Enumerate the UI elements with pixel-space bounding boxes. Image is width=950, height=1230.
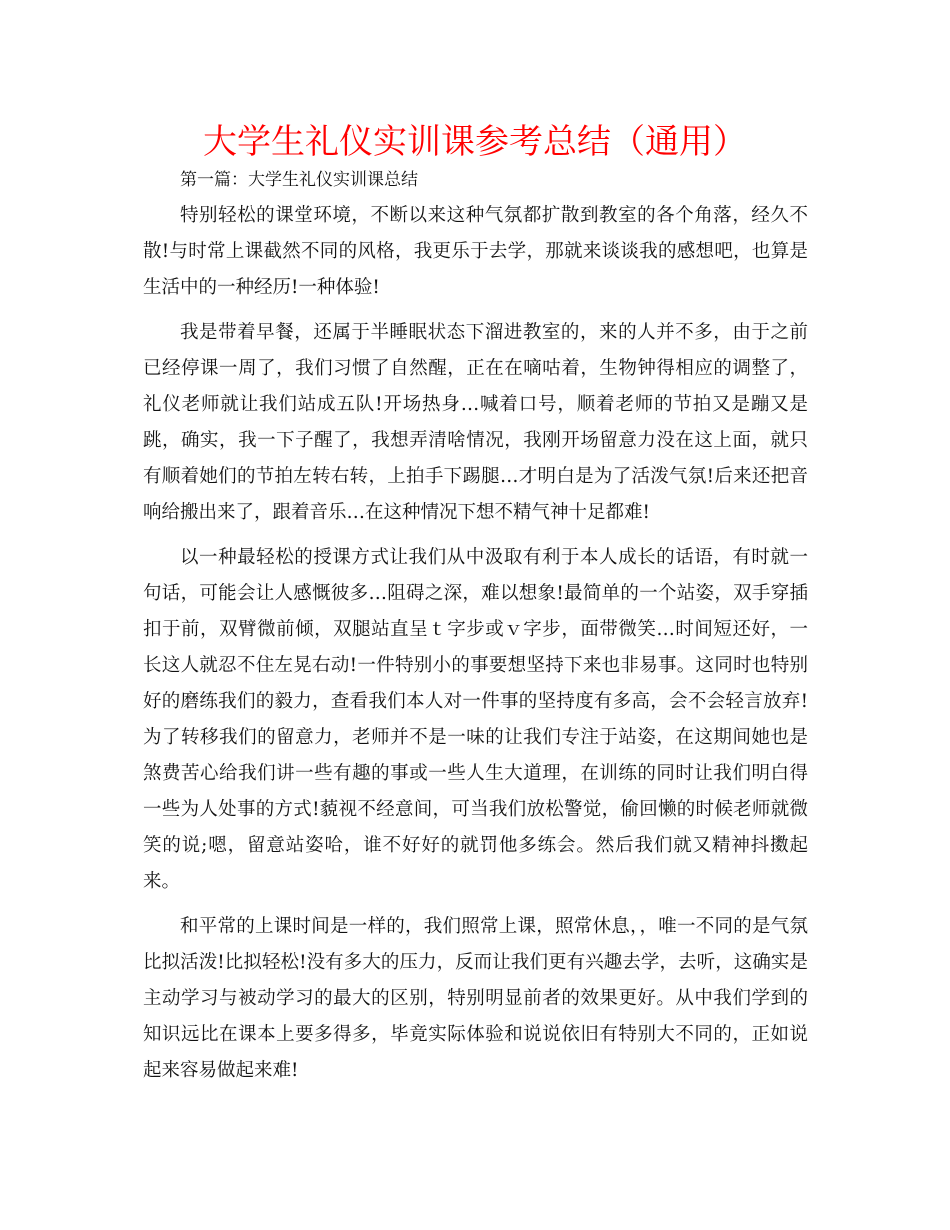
paragraph: 以一种最轻松的授课方式让我们从中汲取有利于本人成长的话语，有时就一句话，可能会让人感慨彼多…阻碍之深，难以想象!最简单的一个站姿，双手穿插扣于前，双臂微前倾，双腿站直呈ｔ字步或ｖ字步，面带微笑…时间短还好，一长这人就忍不住左晃右动!一件特别小的事要想坚持下来也非易事。这同时也特别好的磨练我们的毅力，查看我们本人对一件事的坚持度有多高，会不会轻言放弃!为了转移我们的留意力，老师并不是一味的让我们专注于站姿，在这期间她也是煞费苦心给我们讲一些有趣的事或一些人生大道理，在训练的同时让我们明白得一些为人处事的方式!藐视不经意间，可当我们放松警觉，偷回懒的时候老师就微笑的说;嗯，留意站姿哈，谁不好好的就罚他多练会。然后我们就又精神抖擞起来。 [143,547,809,892]
paragraph: 特别轻松的课堂环境，不断以来这种气氛都扩散到教室的各个角落，经久不散!与时常上课截然不同的风格，我更乐于去学，那就来谈谈我的感想吧，也算是生活中的一种经历!一种体验! [143,205,809,298]
section-heading: 第一篇：大学生礼仪实训课总结 [180,170,418,190]
paragraph: 我是带着早餐，还属于半睡眠状态下溜进教室的，来的人并不多，由于之前已经停课一周了，我们习惯了自然醒，正在在嘀咕着，生物钟得相应的调整了，礼仪老师就让我们站成五队!开场热身…喊着口号，顺着老师的节拍又是蹦又是跳，确实，我一下子醒了，我想弄清啥情况，我刚开场留意力没在这上面，就只有顺着她们的节拍左转右转，上拍手下踢腿…才明白是为了活泼气氛!后来还把音响给搬出来了，跟着音乐…在这种情况下想不精气神十足都难! [143,322,808,523]
document-body [143,162,808,1098]
paragraph: 和平常的上课时间是一样的，我们照常上课，照常休息，，唯一不同的是气氛比拟活泼!比拟轻松!没有多大的压力，反而让我们更有兴趣去学，去听，这确实是主动学习与被动学习的最大的区别，特别明显前者的效果更好。从中我们学到的知识远比在课本上要多得多，毕竟实际体验和说说依旧有特别大不同的，正如说起来容易做起来难! [143,916,808,1081]
document-title: 大学生礼仪实训课参考总结（通用） [203,122,747,162]
